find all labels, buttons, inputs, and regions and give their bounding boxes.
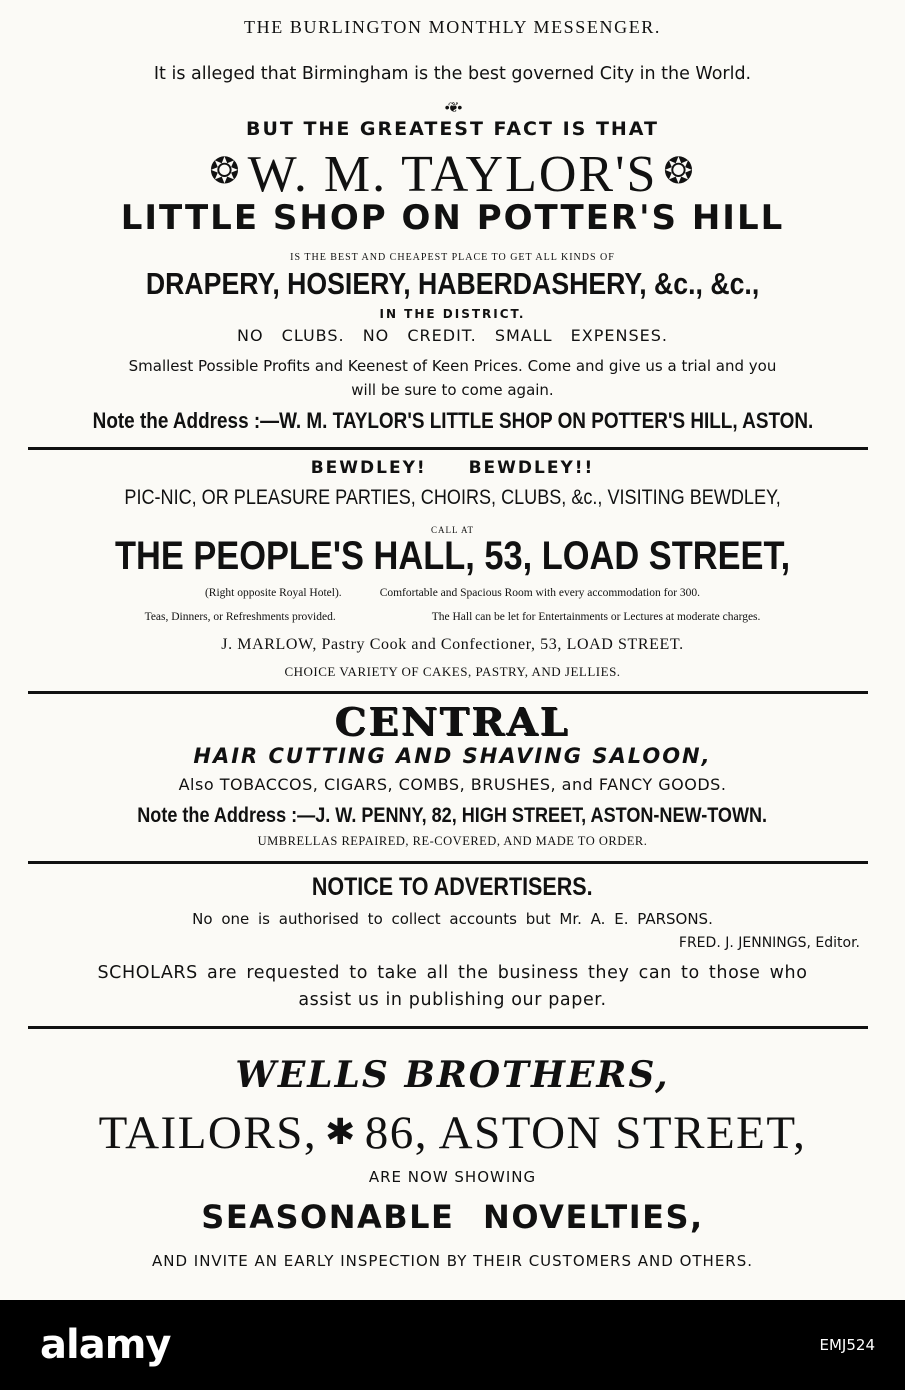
call-at: CALL AT: [431, 525, 474, 535]
taylor-best-place: IS THE BEST AND CHEAPEST PLACE TO GET ALL KINDS OF: [290, 252, 615, 263]
bewdley-visiting: PIC-NIC, OR PLEASURE PARTIES, CHOIRS, CLUBS, &c., VISITING BEWDLEY,: [124, 486, 781, 509]
taylor-name: W. M. TAYLOR'S: [247, 146, 658, 203]
notice-title: NOTICE TO ADVERTISERS.: [312, 873, 593, 901]
taylor-claim: It is alleged that Birmingham is the best governed City in the World.: [153, 64, 752, 84]
taylor-name-line: [0, 145, 905, 204]
hall-details-2: [0, 611, 905, 623]
wells-invite: AND INVITE AN EARLY INSPECTION BY THEIR CUSTOMERS AND OTHERS.: [151, 1252, 754, 1270]
wells-address-line: [0, 1106, 905, 1160]
notice-editor: FRED. J. JENNINGS, Editor.: [678, 935, 860, 951]
taylor-profits-1: Smallest Possible Profits and Keenest of Keen Prices. Come and give us a trial and you: [128, 357, 777, 375]
divider-rule: [28, 1026, 868, 1029]
masthead: THE BURLINGTON MONTHLY MESSENGER.: [244, 17, 661, 37]
central-also: Also TOBACCOS, CIGARS, COMBS, BRUSHES, and FANCY GOODS.: [178, 775, 727, 794]
notice-title-line: [0, 873, 905, 902]
taylor-address-line: [0, 408, 905, 434]
central-title: CENTRAL: [334, 699, 571, 744]
wells-showing: ARE NOW SHOWING: [368, 1168, 537, 1186]
hall-let: The Hall can be let for Entertainments or Lectures at moderate charges.: [431, 611, 761, 623]
taylor-shop: LITTLE SHOP ON POTTER'S HILL: [120, 198, 785, 238]
divider-rule: [28, 861, 868, 864]
alamy-logo: alamy: [40, 1322, 171, 1368]
notice-scholars-1: SCHOLARS are requested to take all the business they can to those who: [97, 963, 808, 983]
divider-rule: [28, 691, 868, 694]
central-saloon: HAIR CUTTING AND SHAVING SALOON,: [193, 744, 712, 768]
hall-opposite: (Right opposite Royal Hotel).: [204, 587, 342, 599]
taylor-district: IN THE DISTRICT.: [379, 307, 526, 321]
marlow-line: J. MARLOW, Pastry Cook and Confectioner, 53, LOAD STREET.: [221, 636, 684, 653]
image-code: EMJ524: [819, 1336, 875, 1354]
taylor-terms: NO CLUBS. NO CREDIT. SMALL EXPENSES.: [237, 326, 668, 345]
wells-tailors: TAILORS,: [98, 1107, 318, 1159]
divider-rule: [28, 447, 868, 450]
wells-name: WELLS BROTHERS,: [235, 1054, 670, 1096]
taylor-goods-line: [0, 266, 905, 302]
watermark-strip: [0, 1300, 905, 1390]
notice-line-1: No one is authorised to collect accounts but Mr. A. E. PARSONS.: [192, 910, 713, 928]
taylor-greatest-fact: BUT THE GREATEST FACT IS THAT: [245, 118, 660, 140]
left-fleuron-icon: ❂: [209, 151, 242, 191]
right-fleuron-icon: ❂: [663, 151, 696, 191]
central-address: Note the Address :—J. W. PENNY, 82, HIGH STREET, ASTON-NEW-TOWN.: [137, 804, 768, 827]
taylor-goods: DRAPERY, HOSIERY, HABERDASHERY, &c., &c.,: [145, 266, 760, 301]
wells-novelties: SEASONABLE NOVELTIES,: [201, 1198, 704, 1236]
wells-address: 86, ASTON STREET,: [364, 1107, 807, 1159]
central-address-line: [0, 804, 905, 828]
central-title-line: [0, 699, 905, 744]
central-umbrellas: UMBRELLAS REPAIRED, RE-COVERED, AND MADE TO ORDER.: [257, 834, 648, 848]
bewdley-visiting-line: [0, 486, 905, 510]
taylor-address: Note the Address :—W. M. TAYLOR'S LITTLE SHOP ON POTTER'S HILL, ASTON.: [92, 408, 813, 433]
notice-scholars-2: assist us in publishing our paper.: [298, 990, 607, 1010]
peoples-hall-line: [0, 534, 905, 579]
bewdley-heading: BEWDLEY! BEWDLEY!!: [310, 458, 595, 478]
hall-room: Comfortable and Spacious Room with every accommodation for 300.: [379, 587, 701, 599]
hall-details-1: [0, 587, 905, 599]
peoples-hall-title: THE PEOPLE'S HALL, 53, LOAD STREET,: [114, 534, 791, 578]
star-icon: ✱: [325, 1112, 357, 1152]
taylor-profits-2: will be sure to come again.: [351, 381, 554, 399]
ornament-divider: •❦•: [444, 99, 461, 115]
hall-teas: Teas, Dinners, or Refreshments provided.: [144, 611, 336, 623]
cakes-line: CHOICE VARIETY OF CAKES, PASTRY, AND JELLIES.: [284, 664, 621, 679]
